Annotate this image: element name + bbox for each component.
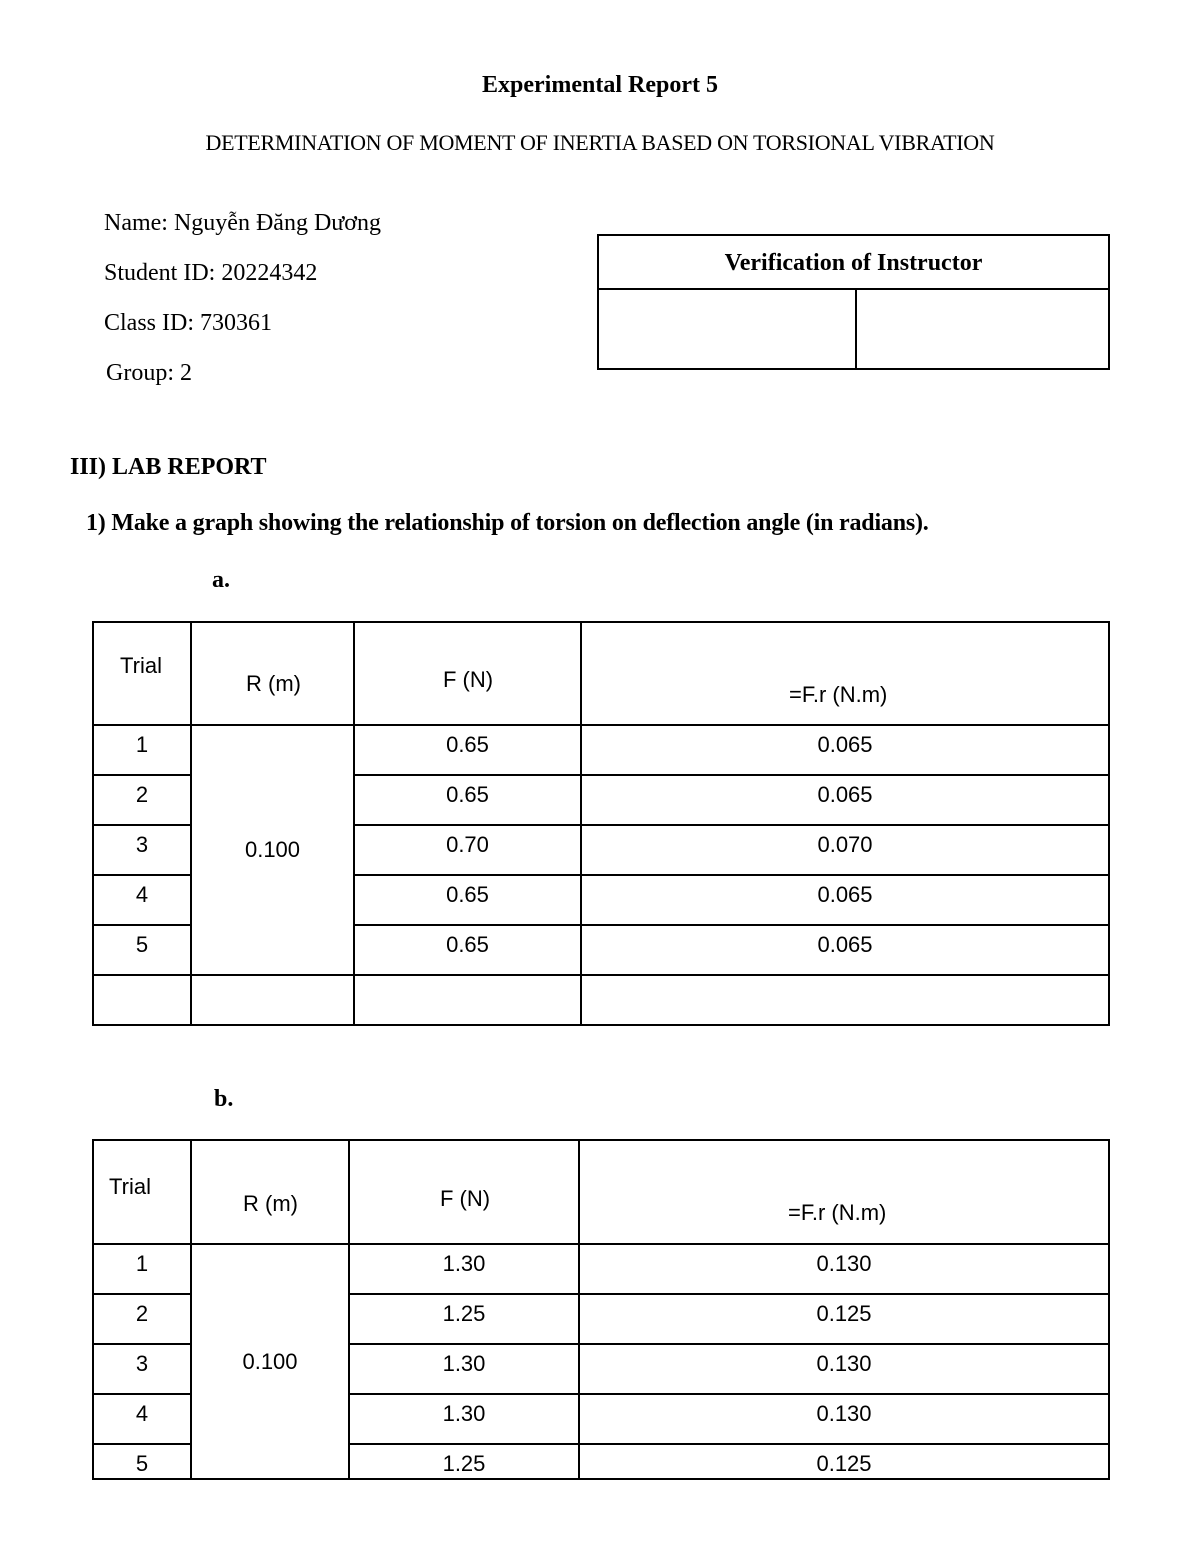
report-subtitle: DETERMINATION OF MOMENT OF INERTIA BASED ON TORSIONAL VIBRATION	[205, 130, 995, 155]
torque-cell: 0.065	[581, 725, 1109, 775]
trial-cell: 5	[93, 925, 191, 975]
f-cell: 0.65	[354, 925, 581, 975]
f-cell: 0.65	[354, 875, 581, 925]
table-row	[93, 1244, 1109, 1294]
instructor-verification-box	[597, 234, 1110, 370]
r-value-cell: 0.100	[191, 725, 354, 975]
header-f	[354, 622, 581, 725]
torque-cell: 0.130	[579, 1344, 1109, 1394]
torque-cell: 0.065	[581, 875, 1109, 925]
header-torque	[579, 1140, 1109, 1244]
empty-cell	[581, 975, 1109, 1025]
header-f-label: F (N)	[440, 1186, 491, 1211]
torque-cell: 0.130	[579, 1394, 1109, 1444]
header-trial	[93, 622, 191, 725]
group-number: Group: 2	[106, 360, 192, 386]
header-trial-label: Trial	[120, 653, 162, 678]
trial-cell: 4	[93, 1394, 191, 1444]
torque-cell: 0.065	[581, 775, 1109, 825]
header-r-label: R (m)	[243, 1191, 298, 1216]
f-cell: 0.70	[354, 825, 581, 875]
table-a-label: a.	[212, 567, 230, 593]
student-id: Student ID: 20224342	[104, 260, 318, 286]
header-torque-label: =F.r (N.m)	[789, 682, 888, 707]
header-r	[191, 1140, 349, 1244]
f-cell: 1.25	[349, 1294, 579, 1344]
torque-cell: 0.130	[579, 1244, 1109, 1294]
table-row	[93, 725, 1109, 775]
torque-cell: 0.125	[579, 1444, 1109, 1479]
empty-cell	[191, 975, 354, 1025]
question-text: 1) Make a graph showing the relationship of torsion on deflection angle (in radians).	[86, 510, 929, 536]
header-torque	[581, 622, 1109, 725]
trial-cell: 2	[93, 775, 191, 825]
table-empty-row	[93, 975, 1109, 1025]
trial-cell: 5	[93, 1444, 191, 1479]
verification-divider	[855, 290, 857, 368]
header-f	[349, 1140, 579, 1244]
table-b	[92, 1139, 1110, 1480]
trial-cell: 1	[93, 725, 191, 775]
header-trial	[93, 1140, 191, 1244]
torque-cell: 0.065	[581, 925, 1109, 975]
trial-cell: 3	[93, 825, 191, 875]
f-cell: 1.30	[349, 1394, 579, 1444]
torque-cell: 0.070	[581, 825, 1109, 875]
section-heading: III) LAB REPORT	[70, 454, 267, 480]
table-b-label: b.	[214, 1086, 234, 1112]
f-cell: 1.30	[349, 1344, 579, 1394]
f-cell: 1.25	[349, 1444, 579, 1479]
empty-cell	[93, 975, 191, 1025]
f-cell: 1.30	[349, 1244, 579, 1294]
report-title: Experimental Report 5	[482, 72, 718, 98]
trial-cell: 1	[93, 1244, 191, 1294]
trial-cell: 4	[93, 875, 191, 925]
table-a	[92, 621, 1110, 1026]
empty-cell	[354, 975, 581, 1025]
f-cell: 0.65	[354, 725, 581, 775]
table-a-header-row	[93, 622, 1109, 725]
r-value-cell: 0.100	[191, 1244, 349, 1479]
header-trial-label: Trial	[109, 1174, 151, 1199]
student-name: Name: Nguyễn Đăng Dương	[104, 210, 381, 236]
trial-cell: 2	[93, 1294, 191, 1344]
header-f-label: F (N)	[443, 667, 494, 692]
f-cell: 0.65	[354, 775, 581, 825]
torque-cell: 0.125	[579, 1294, 1109, 1344]
header-r	[191, 622, 354, 725]
verification-title: Verification of Instructor	[599, 236, 1108, 290]
trial-cell: 3	[93, 1344, 191, 1394]
header-torque-label: =F.r (N.m)	[788, 1200, 887, 1225]
class-id: Class ID: 730361	[104, 310, 272, 336]
table-b-header-row	[93, 1140, 1109, 1244]
header-r-label: R (m)	[246, 671, 301, 696]
